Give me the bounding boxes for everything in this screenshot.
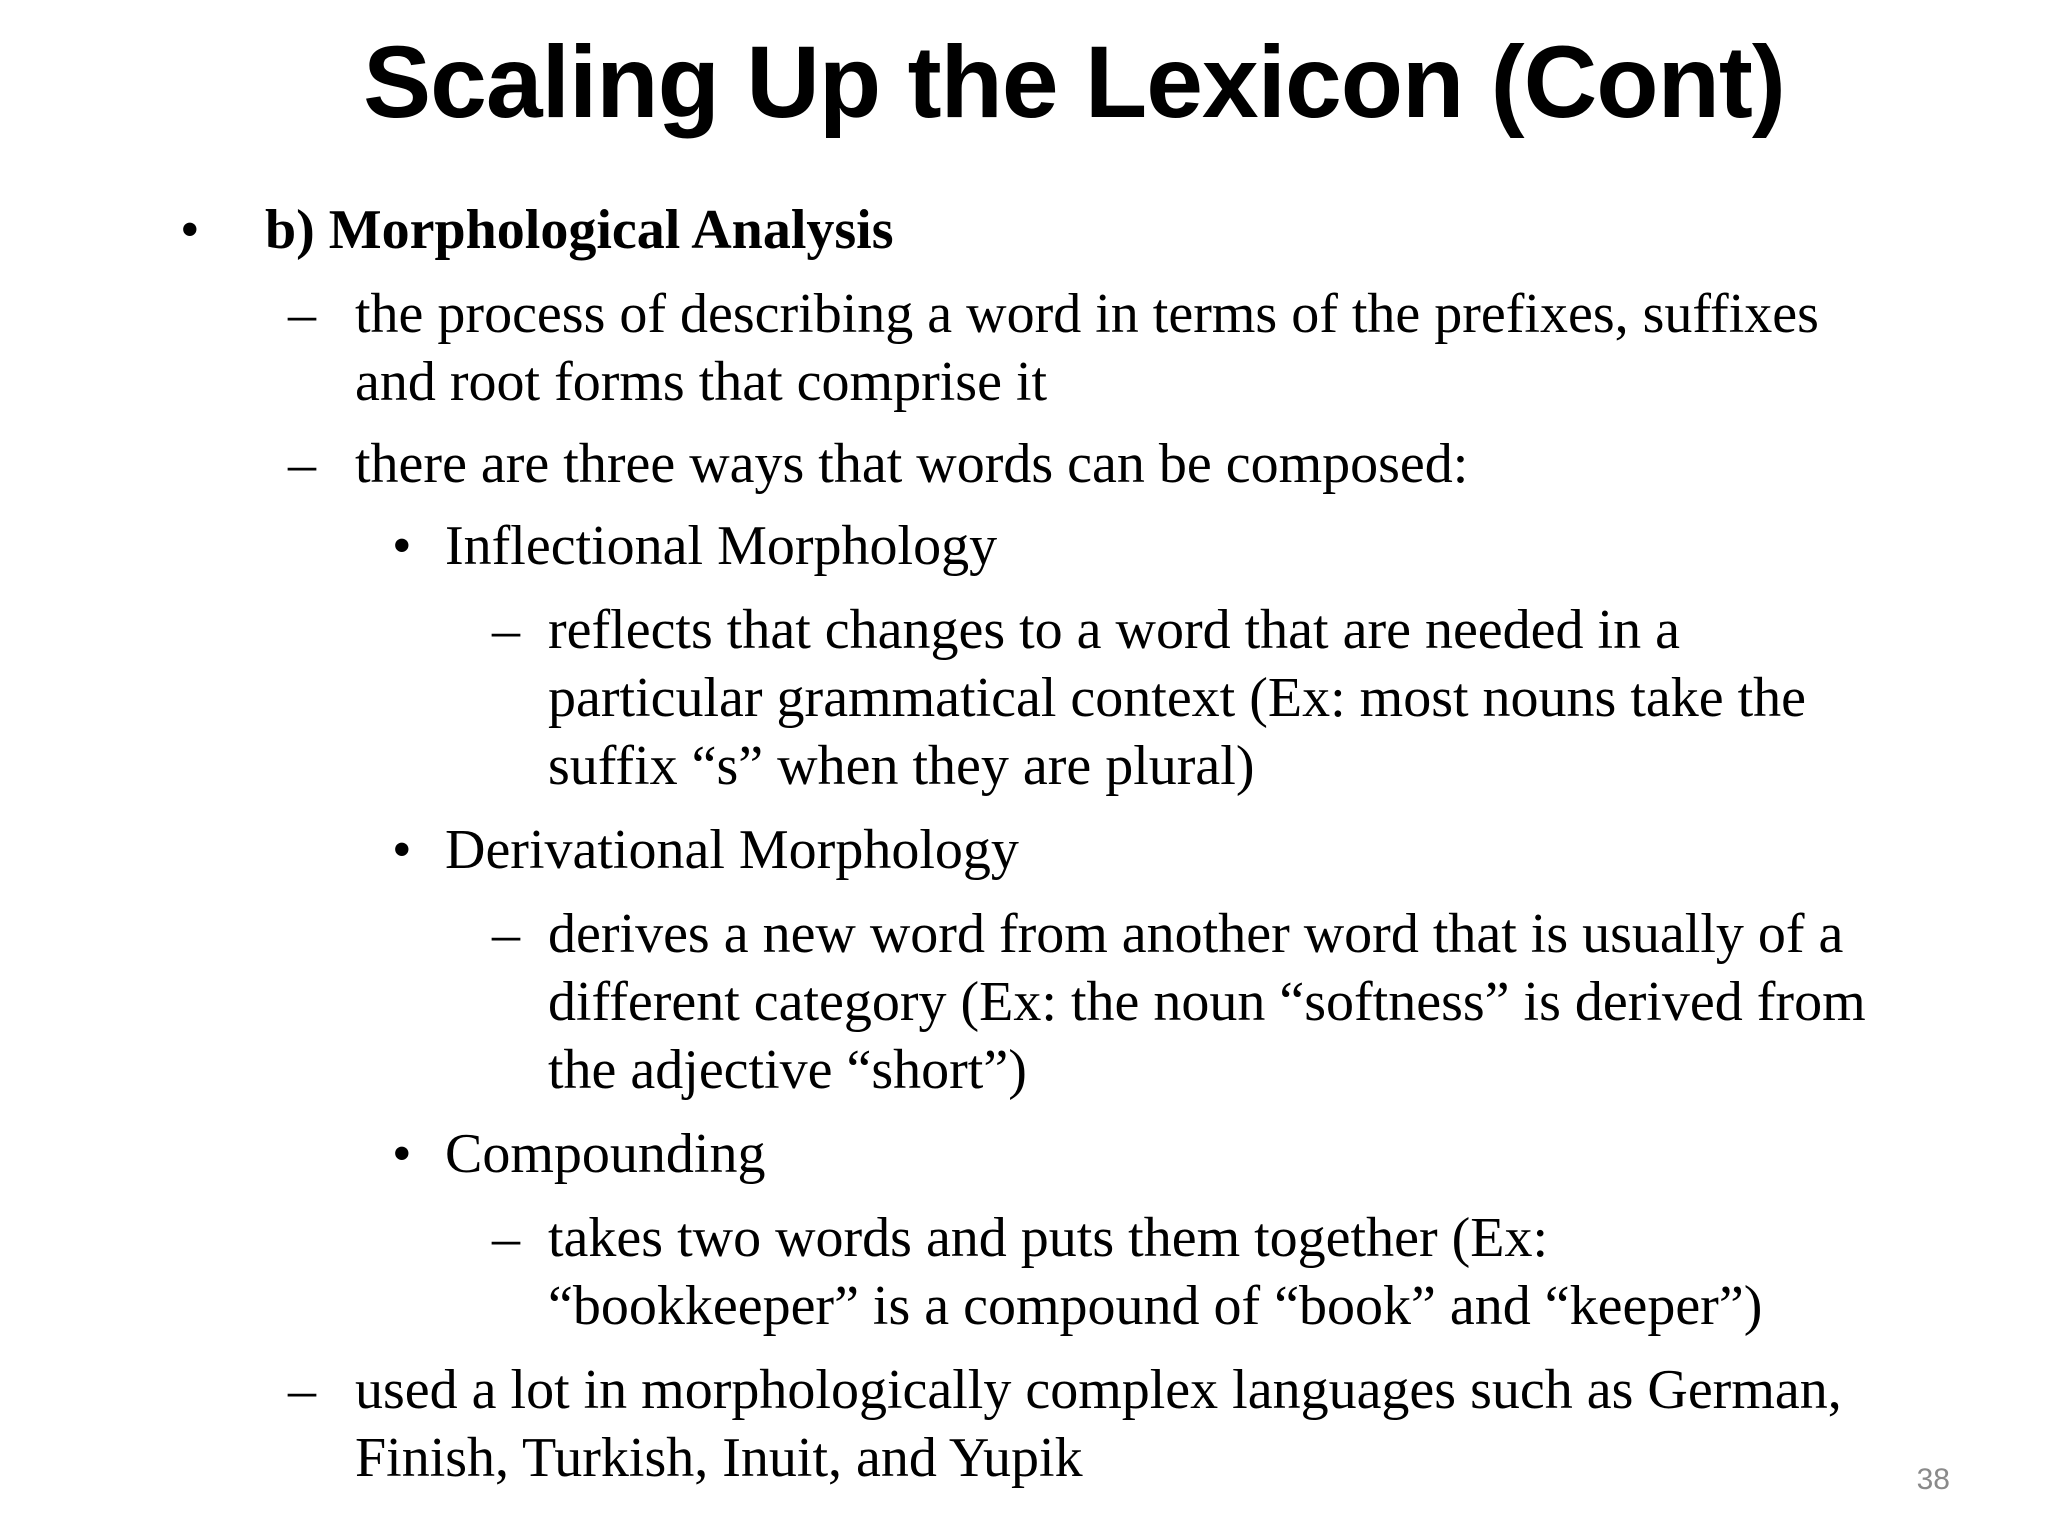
inflectional-line-3: suffix “s” when they are plural)	[548, 735, 1255, 797]
derivational-line-3: the adjective “short”)	[548, 1039, 1027, 1101]
definition-line-1: the process of describing a word in terms of the prefixes, suffixes	[355, 283, 1819, 345]
page-number: 38	[1916, 1463, 1950, 1496]
three-ways-text: there are three ways that words can be composed:	[355, 433, 1469, 495]
compounding-label: Compounding	[445, 1123, 766, 1185]
bullet-dash: –	[288, 283, 316, 345]
bullet-dot: •	[392, 1123, 412, 1185]
compounding-line-1: takes two words and puts them together (Ex:	[548, 1207, 1549, 1269]
bullet-dot: •	[180, 199, 200, 261]
derivational-label: Derivational Morphology	[445, 819, 1019, 881]
inflectional-line-2: particular grammatical context (Ex: most nouns take the	[548, 667, 1807, 729]
section-heading: b) Morphological Analysis	[265, 199, 894, 261]
derivational-line-1: derives a new word from another word that is usually of a	[548, 903, 1844, 965]
bullet-dot: •	[392, 515, 412, 577]
inflectional-line-1: reflects that changes to a word that are needed in a	[548, 599, 1680, 661]
compounding-line-2: “bookkeeper” is a compound of “book” and “keeper”)	[548, 1275, 1763, 1337]
definition-line-2: and root forms that comprise it	[355, 351, 1048, 413]
bullet-dash: –	[288, 433, 316, 495]
usage-line-1: used a lot in morphologically complex languages such as German,	[355, 1359, 1842, 1421]
usage-line-2: Finish, Turkish, Inuit, and Yupik	[355, 1427, 1083, 1489]
derivational-line-2: different category (Ex: the noun “softness” is derived from	[548, 971, 1866, 1033]
bullet-dash: –	[492, 903, 520, 965]
bullet-dash: –	[492, 599, 520, 661]
inflectional-label: Inflectional Morphology	[445, 515, 998, 577]
bullet-dot: •	[392, 819, 412, 881]
bullet-dash: –	[492, 1207, 520, 1269]
slide-title: Scaling Up the Lexicon (Cont)	[363, 25, 1785, 139]
bullet-dash: –	[288, 1359, 316, 1421]
